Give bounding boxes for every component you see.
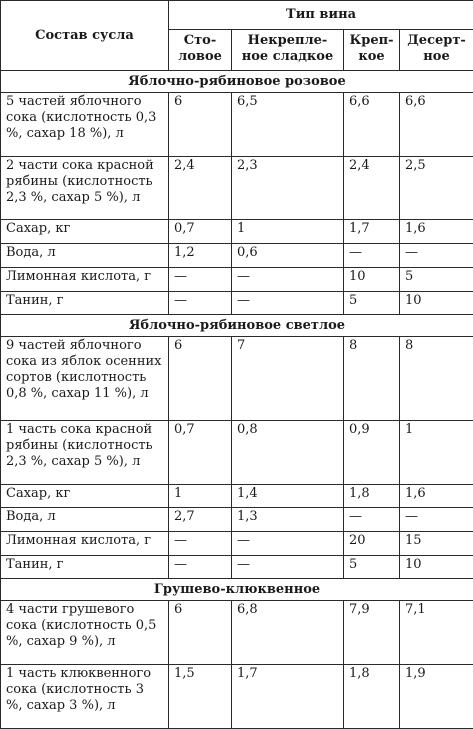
- amount-cell: —: [169, 555, 232, 579]
- amount-cell: 5: [344, 291, 400, 315]
- amount-cell: 5: [344, 555, 400, 579]
- amount-cell: —: [232, 267, 344, 291]
- table-row: [1, 244, 473, 268]
- ingredient-label: 2 части сока красной рябины (кислотность 2,3 %, сахар 5 %), л: [1, 156, 169, 220]
- amount-cell: 10: [400, 291, 473, 315]
- ingredient-label: 4 части грушевого сока (кислотность 0,5 %, сахар 9 %), л: [1, 601, 169, 665]
- table-row: [1, 508, 473, 532]
- amount-cell: —: [232, 555, 344, 579]
- ingredient-label: Сахар, кг: [1, 220, 169, 244]
- amount-cell: 1,7: [344, 220, 400, 244]
- amount-cell: 1,8: [344, 484, 400, 508]
- type-dessert-header: Десерт- ное: [400, 30, 473, 71]
- amount-cell: 0,9: [344, 420, 400, 484]
- amount-cell: 1: [400, 420, 473, 484]
- amount-cell: 0,6: [232, 244, 344, 268]
- amount-cell: 0,7: [169, 420, 232, 484]
- amount-cell: —: [232, 532, 344, 556]
- amount-cell: —: [169, 291, 232, 315]
- ingredient-label: 1 часть клюквенного сока (кислотность 3 %, сахар 3 %), л: [1, 665, 169, 729]
- ingredient-label: Вода, л: [1, 508, 169, 532]
- amount-cell: 6: [169, 93, 232, 157]
- section-row: [1, 579, 473, 601]
- composition-header: Состав сусла: [1, 1, 169, 71]
- amount-cell: 1: [232, 220, 344, 244]
- amount-cell: —: [169, 532, 232, 556]
- section-row: [1, 315, 473, 337]
- amount-cell: 1,6: [400, 484, 473, 508]
- amount-cell: —: [400, 508, 473, 532]
- table-row: [1, 532, 473, 556]
- amount-cell: 0,7: [169, 220, 232, 244]
- amount-cell: 6: [169, 601, 232, 665]
- amount-cell: 1,7: [232, 665, 344, 729]
- amount-cell: 1,6: [400, 220, 473, 244]
- table-row: [1, 337, 473, 421]
- section-title: Яблочно-рябиновое светлое: [1, 315, 473, 337]
- ingredient-label: Лимонная кислота, г: [1, 532, 169, 556]
- ingredient-label: Танин, г: [1, 291, 169, 315]
- amount-cell: 8: [400, 337, 473, 421]
- table-row: [1, 555, 473, 579]
- type-sweet-header: Некрепле- ное сладкое: [232, 30, 344, 71]
- section-title: Грушево-клюквенное: [1, 579, 473, 601]
- amount-cell: 20: [344, 532, 400, 556]
- amount-cell: 8: [344, 337, 400, 421]
- amount-cell: 1,4: [232, 484, 344, 508]
- ingredient-label: 9 частей яблочного сока из яблок осенних сортов (кислотность 0,8 %, сахар 11 %), л: [1, 337, 169, 421]
- table-row: [1, 291, 473, 315]
- amount-cell: 6,8: [232, 601, 344, 665]
- amount-cell: 1: [169, 484, 232, 508]
- amount-cell: —: [344, 244, 400, 268]
- amount-cell: 5: [400, 267, 473, 291]
- table-row: [1, 267, 473, 291]
- table-row: [1, 484, 473, 508]
- amount-cell: 2,5: [400, 156, 473, 220]
- type-stolovoe-header: Сто- ловое: [169, 30, 232, 71]
- table-row: [1, 156, 473, 220]
- ingredient-label: 1 часть сока красной рябины (кислотность 2,3 %, сахар 5 %), л: [1, 420, 169, 484]
- ingredient-label: 5 частей яблочного сока (кислотность 0,3 %, сахар 18 %), л: [1, 93, 169, 157]
- amount-cell: 7,9: [344, 601, 400, 665]
- amount-cell: 10: [400, 555, 473, 579]
- ingredient-label: Танин, г: [1, 555, 169, 579]
- amount-cell: 2,7: [169, 508, 232, 532]
- amount-cell: 1,8: [344, 665, 400, 729]
- table-row: [1, 601, 473, 665]
- amount-cell: 1,3: [232, 508, 344, 532]
- amount-cell: 1,2: [169, 244, 232, 268]
- amount-cell: 7,1: [400, 601, 473, 665]
- amount-cell: 0,8: [232, 420, 344, 484]
- wine-type-header: Тип вина: [169, 1, 473, 30]
- amount-cell: —: [344, 508, 400, 532]
- section-title: Яблочно-рябиновое розовое: [1, 71, 473, 93]
- amount-cell: 7: [232, 337, 344, 421]
- ingredient-label: Лимонная кислота, г: [1, 267, 169, 291]
- table-row: [1, 665, 473, 729]
- amount-cell: 10: [344, 267, 400, 291]
- amount-cell: 15: [400, 532, 473, 556]
- amount-cell: 6,6: [400, 93, 473, 157]
- amount-cell: —: [400, 244, 473, 268]
- amount-cell: 6,5: [232, 93, 344, 157]
- section-row: [1, 71, 473, 93]
- type-krepkoe-header: Креп- кое: [344, 30, 400, 71]
- amount-cell: 6,6: [344, 93, 400, 157]
- table-row: [1, 93, 473, 157]
- amount-cell: —: [169, 267, 232, 291]
- amount-cell: 2,3: [232, 156, 344, 220]
- amount-cell: 2,4: [344, 156, 400, 220]
- table-row: [1, 220, 473, 244]
- amount-cell: 2,4: [169, 156, 232, 220]
- amount-cell: 1,9: [400, 665, 473, 729]
- amount-cell: —: [232, 291, 344, 315]
- amount-cell: 1,5: [169, 665, 232, 729]
- table-row: [1, 420, 473, 484]
- ingredient-label: Вода, л: [1, 244, 169, 268]
- amount-cell: 6: [169, 337, 232, 421]
- ingredient-label: Сахар, кг: [1, 484, 169, 508]
